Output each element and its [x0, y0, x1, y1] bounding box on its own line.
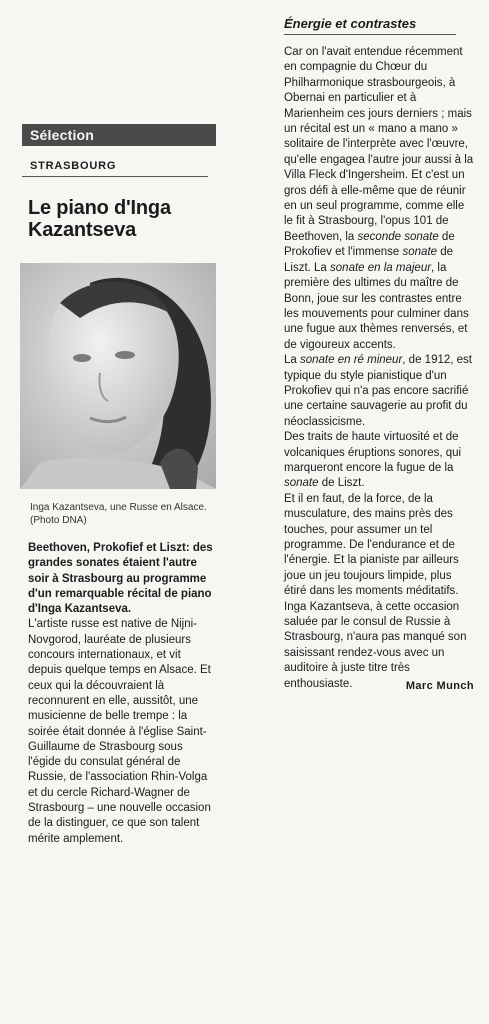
subsection-title: Énergie et contrastes: [284, 16, 456, 35]
article-headline: Le piano d'Inga Kazantseva: [28, 197, 171, 241]
text-run: La: [284, 354, 300, 367]
italic-run: sonate: [402, 246, 438, 259]
italic-run: seconde sonate: [357, 230, 439, 243]
text-run: , la première des ultimes du maître de Bonn, joue sur les contrastes entre les mouvements pour culminer dans une fugue aux thèmes renversés, et de vigoureux accents.: [284, 261, 469, 351]
final-paragraph-wrap: [284, 600, 474, 692]
article-body-left: L'artiste russe est native de Nijni-Novgorod, lauréate de plusieurs concours internationaux, et vit depuis quelque temps en Alsace. Et ceux qui la découvraient là reconnurent en elle, aussitôt, une musicienne de belle trempe : la soirée était donnée à l'église Saint-Guillaume de Strasbourg sous l'égide du consulat général de Russie, de l'association Rhin-Volga et du cercle Richard-Wagner de Strasbourg – une nouvelle occasion de la distinguer, ce que son talent mérite amplement.: [28, 618, 211, 845]
paragraph-5: Inga Kazantseva, à cette occasion saluée par le consul de Russie à Strasbourg, n'aura pas manqué son saisissant rendez-vous avec un auditoire à juste titre très enthousiaste.: [284, 600, 467, 690]
text-run: de Liszt.: [318, 477, 365, 490]
section-rubric: Sélection: [22, 124, 216, 146]
text-run: , de 1912, est typique du style pianistique d'un Prokofiev qui n'a pas encore sacrifié une certaine sauvagerie au profit du néoclassicisme.: [284, 354, 472, 428]
italic-run: sonate: [284, 477, 319, 490]
photo-caption: Inga Kazantseva, une Russe en Alsace. (Photo DNA): [30, 502, 207, 526]
italic-run: sonate en la majeur: [330, 261, 432, 274]
author-signature: Marc Munch: [405, 680, 474, 693]
text-run: de Prokofiev et l'immense: [284, 230, 455, 259]
portrait-image: [20, 263, 216, 489]
city-label: STRASBOURG: [22, 160, 208, 177]
paragraph-1: [284, 45, 474, 353]
paragraph-4: Et il en faut, de la force, de la musculature, des mains près des touches, pour assumer un tel programme. De l'endurance et de l'énergie. Et la pianiste par ailleurs joue un jeu toujours limpide, plus étiré dans les moments méditatifs.: [284, 492, 459, 598]
italic-run: sonate en ré mineur: [300, 354, 403, 367]
portrait-photo: [20, 263, 216, 489]
text-run: de Liszt. La: [284, 246, 454, 274]
text-run: Des traits de haute virtuosité et de volcaniques éruptions sonores, qui marqueront encore la fugue de la: [284, 431, 462, 474]
article-right-column: [284, 16, 474, 692]
paragraph-3: [284, 430, 474, 492]
article-left-column: [20, 124, 216, 847]
paragraph-2: [284, 353, 474, 430]
article-lead: Beethoven, Prokofief et Liszt: des grandes sonates étaient l'autre soir à Strasbourg au programme d'un remarquable récital de piano d'Inga Kazantseva.: [28, 542, 213, 616]
text-run: Car on l'avait entendue récemment en compagnie du Chœur du Philharmonique strasbourgeois, à Obernai en particulier et à Marienheim ces jours derniers ; mais un récital est un « mano a mano » solitaire de l'interprète avec l'œuvre, qu'elle engagea l'autre jour aussi à la Villa Fleck d'Ingersheim. Et c'est un gros défi à elle-même que de réunir en un seul programme, comme elle le fit à Strasbourg, l'opus 101 de Beethoven, la: [284, 46, 474, 243]
